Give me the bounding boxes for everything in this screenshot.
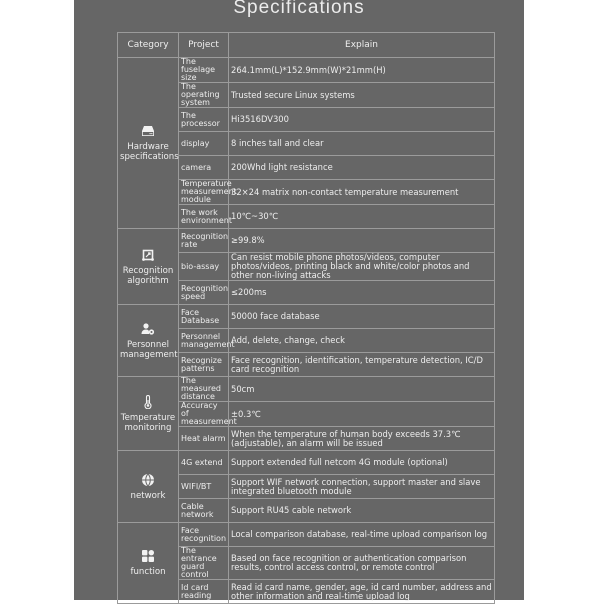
spec-panel bbox=[74, 0, 524, 600]
explain-cell: 200Whd light resistance bbox=[229, 156, 495, 180]
table-row bbox=[118, 305, 495, 329]
category-label: Recognition algorithm bbox=[122, 265, 174, 286]
header-explain: Explain bbox=[229, 33, 495, 58]
face-frame-icon bbox=[141, 248, 155, 262]
project-cell: Accuracy of measurement bbox=[179, 402, 229, 427]
explain-cell: 32×24 matrix non-contact temperature measurement bbox=[229, 180, 495, 205]
project-cell: 4G extend bbox=[179, 451, 229, 475]
project-cell: Face recognition bbox=[179, 523, 229, 547]
project-cell: Id card reading bbox=[179, 580, 229, 604]
header-category: Category bbox=[118, 33, 179, 58]
explain-cell: 264.1mm(L)*152.9mm(W)*21mm(H) bbox=[229, 58, 495, 83]
explain-cell: ≥99.8% bbox=[229, 229, 495, 253]
project-cell: Temperature measurement module bbox=[179, 180, 229, 205]
explain-cell: ≤200ms bbox=[229, 281, 495, 305]
project-cell: Recognition speed bbox=[179, 281, 229, 305]
explain-cell: Read id card name, gender, age, id card number, address and other information and real-time upload log bbox=[229, 580, 495, 604]
explain-cell: ±0.3℃ bbox=[229, 402, 495, 427]
explain-cell: 50000 face database bbox=[229, 305, 495, 329]
explain-cell: Face recognition, identification, temperature detection, IC/D card recognition bbox=[229, 353, 495, 377]
explain-cell: 10℃~30℃ bbox=[229, 205, 495, 229]
project-cell: Heat alarm bbox=[179, 427, 229, 451]
grid-icon bbox=[141, 549, 155, 563]
project-cell: Face Database bbox=[179, 305, 229, 329]
header-project: Project bbox=[179, 33, 229, 58]
project-cell: The work environment bbox=[179, 205, 229, 229]
category-cell-hardware-specifications bbox=[118, 58, 179, 229]
explain-cell: Add, delete, change, check bbox=[229, 329, 495, 353]
user-gear-icon bbox=[141, 322, 155, 336]
category-label: Temperature monitoring bbox=[120, 412, 176, 433]
category-label: function bbox=[130, 567, 166, 577]
hard-drive-icon bbox=[141, 124, 155, 138]
project-cell: WIFI/BT bbox=[179, 475, 229, 499]
explain-cell: 8 inches tall and clear bbox=[229, 132, 495, 156]
project-cell: bio-assay bbox=[179, 253, 229, 281]
explain-cell: Can resist mobile phone photos/videos, computer photos/videos, printing black and white/color photos and other non-living attacks bbox=[229, 253, 495, 281]
category-cell-recognition-algorithm bbox=[118, 229, 179, 305]
project-cell: The fuselage size bbox=[179, 58, 229, 83]
category-cell-personnel-management bbox=[118, 305, 179, 377]
category-cell-network bbox=[118, 451, 179, 523]
category-label: Personnel management bbox=[120, 339, 178, 360]
category-cell-function bbox=[118, 523, 179, 604]
spec-table bbox=[117, 32, 495, 604]
explain-cell: 50cm bbox=[229, 377, 495, 402]
table-row bbox=[118, 451, 495, 475]
explain-cell: Local comparison database, real-time upload comparison log bbox=[229, 523, 495, 547]
globe-icon bbox=[141, 473, 155, 487]
project-cell: The operating system bbox=[179, 83, 229, 108]
table-row bbox=[118, 523, 495, 547]
project-cell: camera bbox=[179, 156, 229, 180]
thermometer-icon bbox=[141, 395, 155, 409]
table-row bbox=[118, 377, 495, 402]
table-header-row bbox=[118, 33, 495, 58]
project-cell: Recognition rate bbox=[179, 229, 229, 253]
explain-cell: Hi3516DV300 bbox=[229, 108, 495, 132]
project-cell: Cable network bbox=[179, 499, 229, 523]
table-row bbox=[118, 58, 495, 83]
explain-cell: When the temperature of human body exceeds 37.3℃ (adjustable), an alarm will be issued bbox=[229, 427, 495, 451]
category-label: network bbox=[130, 490, 166, 501]
category-label: Hardware specifications bbox=[120, 142, 179, 162]
explain-cell: Support RU45 cable network bbox=[229, 499, 495, 523]
explain-cell: Based on face recognition or authentication comparison results, control access control, or remote control bbox=[229, 547, 495, 580]
project-cell: Recognize patterns bbox=[179, 353, 229, 377]
explain-cell: Trusted secure Linux systems bbox=[229, 83, 495, 108]
explain-cell: Support WIF network connection, support master and slave integrated bluetooth module bbox=[229, 475, 495, 499]
table-row bbox=[118, 229, 495, 253]
explain-cell: Support extended full netcom 4G module (optional) bbox=[229, 451, 495, 475]
page-title: Specifications bbox=[233, 0, 365, 18]
project-cell: The measured distance bbox=[179, 377, 229, 402]
project-cell: display bbox=[179, 132, 229, 156]
project-cell: Personnel management bbox=[179, 329, 229, 353]
category-cell-temperature-monitoring bbox=[118, 377, 179, 451]
project-cell: The entrance guard control bbox=[179, 547, 229, 580]
project-cell: The processor bbox=[179, 108, 229, 132]
